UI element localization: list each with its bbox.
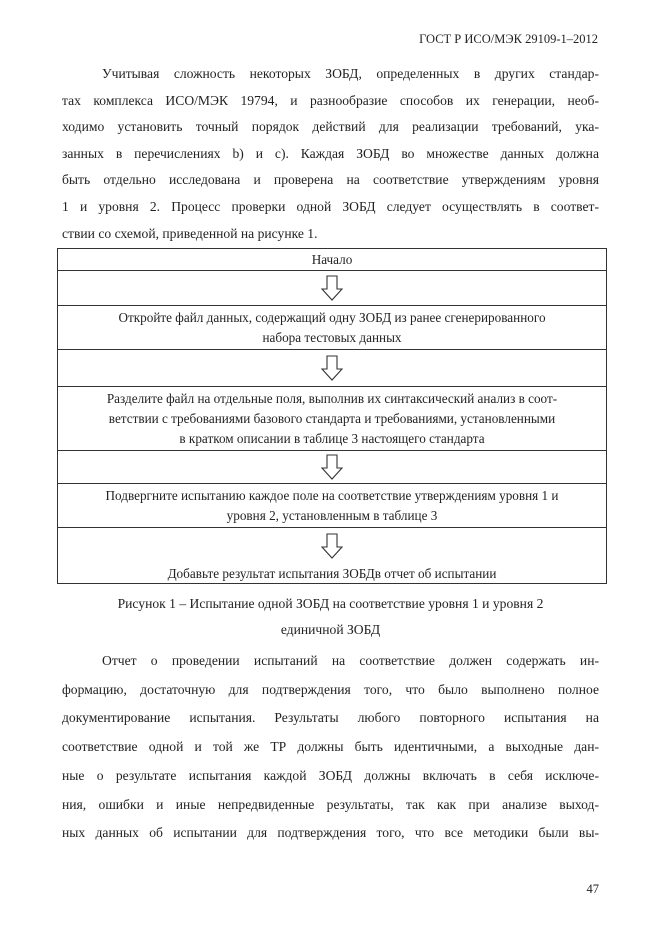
step-line: набора тестовых данных [262, 330, 402, 345]
figure-caption [62, 591, 599, 643]
step-line: Откройте файл данных, содержащий одну ЗОБД из ранее сгенерированного [118, 310, 546, 325]
step-line: Разделите файл на отдельные поля, выполнив их синтаксический анализ в соот- [106, 391, 558, 406]
text-line: документирование испытания. Результаты любого повторного испытания на [62, 710, 599, 726]
text-line: Учитывая сложность некоторых ЗОБД, определенных в других стандар- [102, 66, 599, 81]
flow-arrow [58, 451, 606, 484]
intro-paragraph [62, 61, 599, 247]
caption-line: единичной ЗОБД [280, 622, 381, 637]
text-line: ных данных об испытании для подтверждения того, что все методики были вы- [62, 825, 599, 841]
text-line: соответствие одной и той же ТР должны быть идентичными, а выходные дан- [62, 739, 599, 755]
down-arrow-icon [321, 454, 343, 480]
text-line: Отчет о проведении испытаний на соответствие должен содержать ин- [102, 653, 599, 668]
flow-step-add-result: Добавьте результат испытания ЗОБДв отчет об испытании [167, 566, 497, 581]
step-line: Подвергните испытанию каждое поле на соответствие утверждениям уровня 1 и [105, 488, 559, 503]
flow-step-open-file [58, 306, 606, 350]
report-paragraph [62, 647, 599, 848]
text-line: ходимо установить точный порядок действий для реализации требований, ука- [62, 119, 599, 135]
flow-step-test-fields [58, 484, 606, 528]
text-line: ния, ошибки и иные непредвиденные результаты, так как при анализе выход- [62, 796, 599, 812]
step-line: в кратком описании в таблице 3 настоящего стандарта [179, 431, 485, 446]
text-line: быть отдельно исследована и проверена на соответствие утверждениям уровня [62, 172, 599, 188]
text-line: формацию, достаточную для подтверждения того, что было выполнено полное [62, 681, 599, 697]
flowchart [57, 248, 607, 584]
flow-arrow [58, 528, 606, 563]
caption-line: Рисунок 1 – Испытание одной ЗОБД на соответствие уровня 1 и уровня 2 [117, 596, 544, 611]
document-header: ГОСТ Р ИСО/МЭК 29109-1–2012 [419, 32, 598, 46]
step-line: ветствии с требованиями базового стандарта и требованиями, установленными [108, 411, 556, 426]
flow-arrow [58, 271, 606, 306]
down-arrow-icon [321, 533, 343, 559]
text-line: ные о результате испытания каждой ЗОБД должны включать в себя исключе- [62, 767, 599, 783]
step-line: уровня 2, установленным в таблице 3 [226, 508, 438, 523]
flow-arrow [58, 350, 606, 387]
down-arrow-icon [321, 275, 343, 301]
page-number: 47 [586, 882, 599, 896]
flow-step-parse-fields [58, 387, 606, 451]
text-line: 1 и уровня 2. Процесс проверки одной ЗОБД следует осуществлять в соответ- [62, 198, 599, 214]
down-arrow-icon [321, 355, 343, 381]
flow-step-start: Начало [58, 249, 606, 271]
text-line: тах комплекса ИСО/МЭК 19794, и разнообразие способов их генерации, необ- [62, 92, 599, 108]
text-line: ствии со схемой, приведенной на рисунке 1. [62, 225, 318, 241]
text-line: занных в перечислениях b) и с). Каждая ЗОБД во множестве данных должна [62, 145, 599, 161]
